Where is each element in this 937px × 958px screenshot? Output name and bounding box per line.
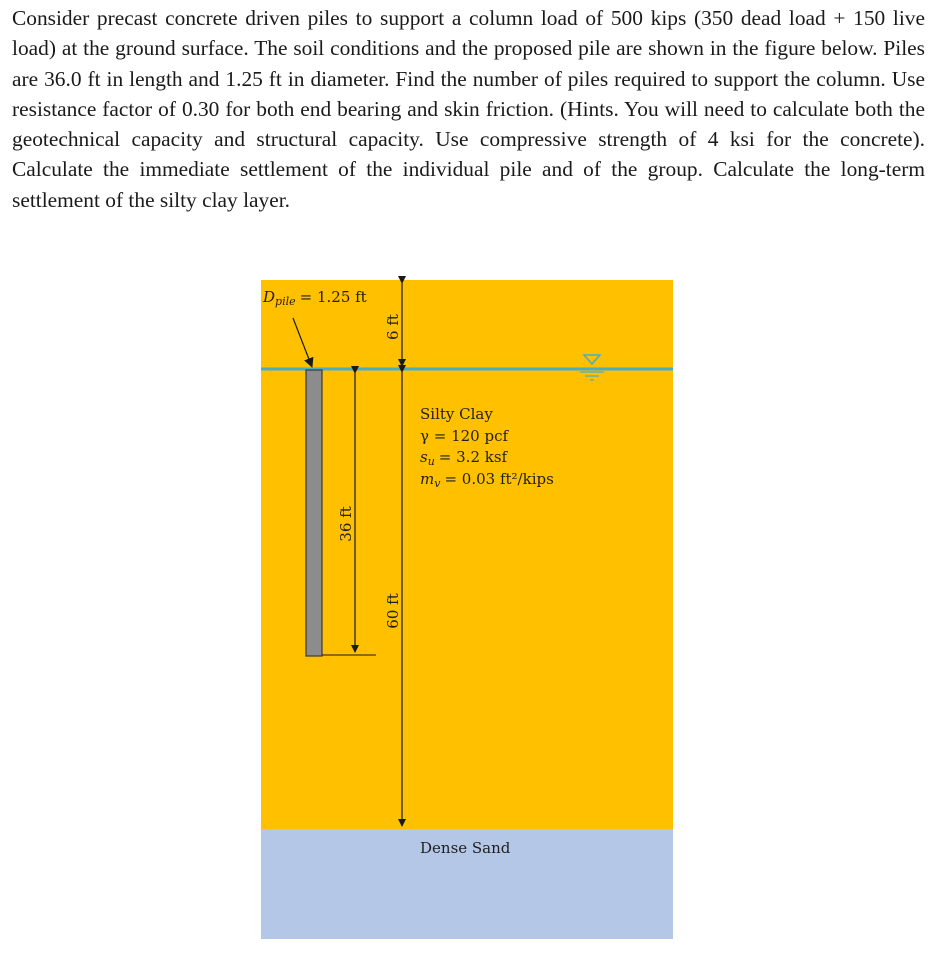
water-depth-label: 6 ft <box>384 314 402 340</box>
silty-clay-name: Silty Clay <box>420 405 493 423</box>
silty-clay-layer <box>261 280 673 829</box>
pile-diameter-subscript: pile <box>275 295 296 308</box>
pile-length-label: 36 ft <box>337 506 355 542</box>
problem-statement: Consider precast concrete driven piles to support a column load of 500 kips (350 dead load + 150 live load) at the ground surface. The soil conditions and the proposed pile are shown in the figure below. Piles are 36.0 ft in length and 1.25 ft in diameter. Find the number of piles required to support the column. Use resistance factor of 0.30 for both end bearing and skin friction. (Hints. You will need to calculate both the geotechnical capacity and structural capacity. Use compressive strength of 4 ksi for the concrete). Calculate the immediate settlement of the individual pile and of the group. Calculate the long-term settlement of the silty clay layer. <box>12 6 925 212</box>
silty-clay-compressibility: $m_v = 0.03$ ft²/kips <box>420 470 554 490</box>
silty-clay-undrained-shear: $s_u = 3.2$ ksf <box>420 448 508 468</box>
pile-diameter-symbol: D <box>263 288 276 306</box>
silty-clay-unit-weight: γ = 120 pcf <box>420 427 509 445</box>
dense-sand-name: Dense Sand <box>420 839 511 857</box>
pile-diameter-value: = 1.25 ft <box>299 288 367 306</box>
pile <box>306 370 322 656</box>
clay-thickness-label: 60 ft <box>384 593 402 629</box>
